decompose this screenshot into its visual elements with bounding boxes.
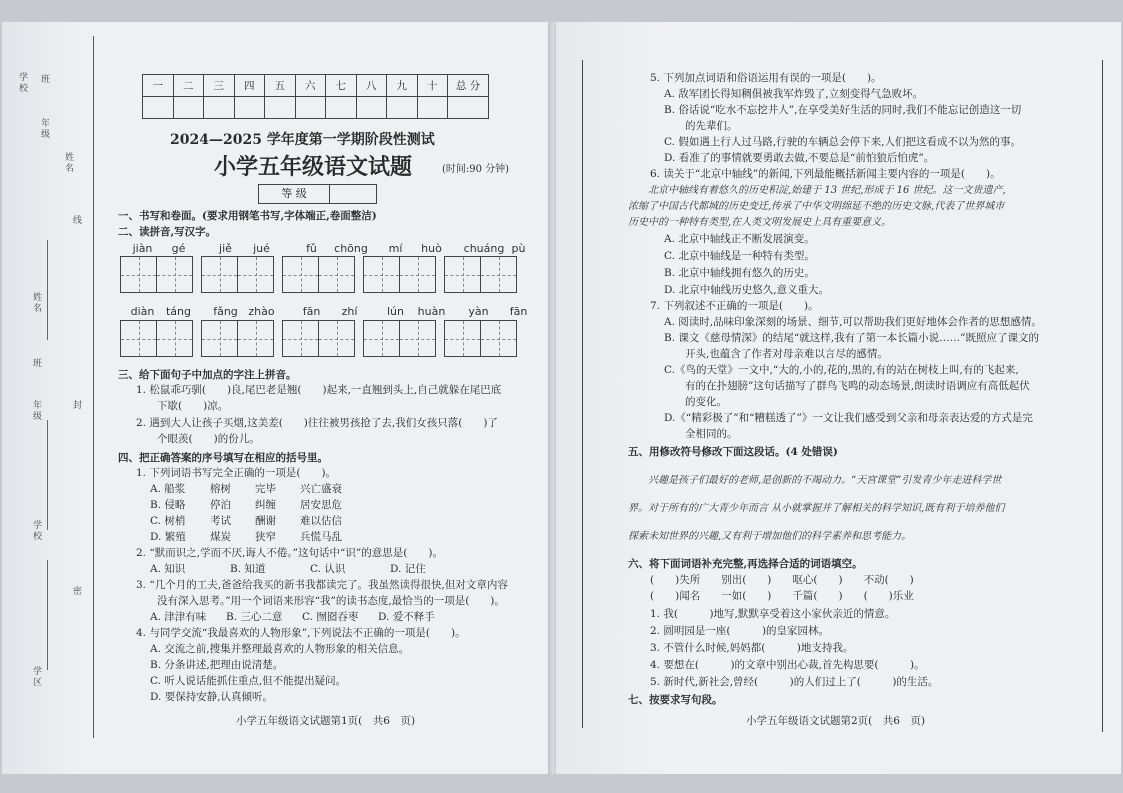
- hanzi-cell[interactable]: [237, 320, 274, 357]
- option: D.《“精彩极了”和“糟糕透了”》一文让我们感受到父亲和母亲表达爱的方式是完: [664, 412, 1033, 424]
- margin-fill-line: [47, 240, 48, 340]
- score-header: 总 分: [448, 75, 489, 97]
- q6-passage-line: 北京中轴线有着悠久的历史积淀,始建于 13 世纪,形成于 16 世纪。这一文贵遗产,: [628, 185, 1006, 196]
- score-cell: [173, 97, 204, 119]
- pinyin-label: gé: [171, 242, 186, 255]
- score-header: 十: [417, 75, 448, 97]
- option: 难以估信: [300, 515, 342, 527]
- hanzi-cell[interactable]: [444, 320, 481, 357]
- section-6-item: 5. 新时代,新社会,曾经( )的人们过上了( )的生活。: [650, 676, 939, 688]
- hanzi-grid-row-1: [121, 256, 526, 293]
- hanzi-cell[interactable]: [363, 256, 400, 293]
- score-header: 八: [356, 75, 387, 97]
- hanzi-cell-pair: [283, 256, 355, 293]
- binding-line: [93, 36, 94, 738]
- hanzi-cell[interactable]: [399, 320, 436, 357]
- section-3-line: 个眼羡( )的份儿。: [136, 433, 260, 445]
- pinyin-label: fǔ: [306, 242, 317, 255]
- hanzi-cell[interactable]: [399, 256, 436, 293]
- option: 考试: [210, 515, 231, 527]
- option: 煤炭: [210, 531, 231, 543]
- option: B. 三心二意: [226, 611, 283, 623]
- margin-label-mi: 密: [71, 586, 81, 597]
- pinyin-label: fǎng: [213, 305, 238, 318]
- option: C. 认识: [310, 563, 346, 575]
- option: 完毕: [255, 483, 276, 495]
- pinyin-label: yàn: [468, 305, 489, 318]
- option: 居安思危: [300, 499, 342, 511]
- pinyin-label: huò: [421, 242, 442, 255]
- option: D. 看准了的事情就要勇敢去做,不要总是“前怕狼后怕虎”。: [664, 152, 935, 164]
- margin-fill-line: [47, 560, 48, 670]
- section-3-line: 2. 遇到大人让孩子买烟,这美差( )往往被男孩抢了去,我们女孩只落( )了: [136, 417, 498, 429]
- hanzi-cell-pair: [202, 256, 274, 293]
- margin-label-xian: 线: [71, 215, 81, 226]
- hanzi-cell[interactable]: [156, 256, 193, 293]
- margin-fill-line: [47, 420, 48, 530]
- question-4-3: 没有深入思考。”用一个词语来形容“我”的读书态度,最恰当的一项是( )。: [136, 595, 505, 607]
- option: B. 分条讲述,把理由说清楚。: [150, 659, 284, 671]
- section-6-words: ( )失所 别出( ) 呕心( ) 不动( ): [650, 574, 914, 586]
- pinyin-label: fān: [302, 305, 321, 318]
- pinyin-label: diàn: [130, 305, 155, 318]
- exam-year-title: 2024—2025 学年度第一学期阶段性测试: [170, 132, 435, 148]
- option: 纠缠: [255, 499, 276, 511]
- section-3-line: 1. 松鼠乖巧驯( )良,尾巴老是翘( )起来,一直翘到头上,自己就躲在尾巴底: [136, 384, 502, 396]
- hanzi-cell[interactable]: [282, 256, 319, 293]
- score-header: 一: [143, 75, 174, 97]
- section-5-passage-line: 兴趣是孩子们最好的老师,是创新的不竭动力。“天宫课堂”引发青少年走进科学世: [628, 475, 1002, 486]
- hanzi-cell-pair: [202, 320, 274, 357]
- hanzi-cell[interactable]: [480, 256, 517, 293]
- margin-label-school-2: 学校: [31, 520, 41, 542]
- hanzi-cell[interactable]: [201, 320, 238, 357]
- page-footer-right: 小学五年级语文试题第2页( 共6 页): [746, 715, 926, 727]
- hanzi-cell[interactable]: [120, 256, 157, 293]
- hanzi-cell-pair: [364, 256, 436, 293]
- score-header: 四: [234, 75, 265, 97]
- section-6-title: 六、将下面词语补充完整,再选择合适的词语填空。: [628, 558, 863, 570]
- margin-label-feng: 封: [71, 400, 81, 411]
- score-header: 三: [204, 75, 235, 97]
- section-2-title: 二、读拼音,写汉字。: [118, 226, 217, 238]
- option: 有的在扑翅膀”这句话描写了群鸟飞鸣的动态场景,朗读时语调应有高低起伏: [664, 380, 1030, 392]
- score-cell: [417, 97, 448, 119]
- option: 停泊: [210, 499, 231, 511]
- option: C. 听人说话能抓住重点,但不能提出疑问。: [150, 675, 347, 687]
- pinyin-label: mí: [388, 242, 403, 255]
- option: 开头,也蕴含了作者对母亲难以言尽的感情。: [664, 348, 888, 360]
- score-header: 五: [265, 75, 296, 97]
- section-5-passage-line: 界。对于所有的广大青少年而言 从小就掌握并了解相关的科学知识,既有利于培养他们: [628, 503, 1005, 514]
- hanzi-cell[interactable]: [120, 320, 157, 357]
- hanzi-cell-pair: [364, 320, 436, 357]
- score-cell: [387, 97, 418, 119]
- option: B. 俗话说“吃水不忘挖井人”,在享受美好生活的同时,我们不能忘记创造这一切: [664, 104, 1022, 116]
- hanzi-cell[interactable]: [318, 320, 355, 357]
- option: 的变化。: [664, 396, 727, 408]
- section-6-item: 4. 要想在( )的文章中别出心裁,首先构思要( )。: [650, 659, 925, 671]
- score-cell: [265, 97, 296, 119]
- pinyin-label: jiě: [219, 242, 232, 255]
- section-3-title: 三、给下面句子中加点的字注上拼音。: [118, 369, 297, 381]
- option: 榕树: [210, 483, 231, 495]
- score-cell: [326, 97, 357, 119]
- pinyin-label: chuáng: [463, 242, 505, 255]
- hanzi-cell[interactable]: [201, 256, 238, 293]
- pinyin-label: zhào: [248, 305, 275, 318]
- grade-box: [258, 184, 377, 204]
- question-4-3: 3. “几个月的工夫,爸爸给我买的新书我都读完了。我虽然读得很快,但对文章内容: [136, 579, 508, 591]
- q6-passage-line: 浓缩了中国古代都城的历史变迁,传承了中华文明绵延不绝的历史文脉,代表了世界城市: [628, 201, 1005, 212]
- section-6-words: ( )闻名 一如( ) 千篇( ) ( )乐业: [650, 590, 914, 602]
- option: B. 知道: [230, 563, 266, 575]
- option: 酬谢: [255, 515, 276, 527]
- page-footer-left: 小学五年级语文试题第1页( 共6 页): [236, 715, 416, 727]
- question-6: 6. 读关于“北京中轴线”的新闻,下列最能概括新闻主要内容的一项是( )。: [650, 168, 1001, 180]
- option: A. 知识: [150, 563, 186, 575]
- hanzi-cell-pair: [121, 320, 193, 357]
- score-table: [142, 74, 489, 119]
- option: 兵慌马乱: [300, 531, 342, 543]
- option: D. 记住: [390, 563, 426, 575]
- option: A. 北京中轴线正不断发展演变。: [664, 233, 815, 245]
- option: B. 课文《慈母情深》的结尾“就这样,我有了第一本长篇小说……”既照应了课文的: [664, 332, 1039, 344]
- pinyin-label: fān: [509, 305, 528, 318]
- grade-label: 等 级: [259, 185, 330, 203]
- option: 兴亡盛衰: [300, 483, 342, 495]
- margin-label-name: 姓名: [63, 152, 73, 174]
- hanzi-cell-pair: [445, 256, 517, 293]
- pinyin-label: zhí: [341, 305, 358, 318]
- section-6-item: 3. 不管什么时候,妈妈都( )地支持我。: [650, 642, 854, 654]
- option: D. 北京中轴线历史悠久,意义重大。: [664, 284, 830, 296]
- page-rule-left: [582, 60, 583, 728]
- question-4-1: 1. 下列词语书写完全正确的一项是( )。: [136, 467, 337, 479]
- score-header: 七: [326, 75, 357, 97]
- margin-label-district: 学区: [31, 666, 41, 688]
- option: 狭窄: [255, 531, 276, 543]
- hanzi-grid-row-2: [121, 320, 526, 357]
- hanzi-cell[interactable]: [156, 320, 193, 357]
- option: A. 津津有味: [150, 611, 207, 623]
- q6-passage-line: 历史中的一种特有类型,在人类文明发展史上具有重要意义。: [628, 217, 892, 228]
- hanzi-cell-pair: [121, 256, 193, 293]
- option: D. 要保持安静,认真倾听。: [150, 691, 274, 703]
- section-5-title: 五、用修改符号修改下面这段话。(4 处错误): [628, 446, 838, 458]
- option: C. 囫囵吞枣: [302, 611, 359, 623]
- hanzi-cell[interactable]: [318, 256, 355, 293]
- section-7-title: 七、按要求写句段。: [628, 694, 723, 706]
- section-4-title: 四、把正确答案的序号填写在相应的括号里。: [118, 452, 328, 464]
- hanzi-cell[interactable]: [444, 256, 481, 293]
- option: A. 阅读时,品味印象深刻的场景、细节,可以帮助我们更好地体会作者的思想感情。: [664, 316, 1042, 328]
- section-6-item: 2. 圆明园是一座( )的皇家园林。: [650, 625, 830, 637]
- pinyin-label: jué: [253, 242, 270, 255]
- exam-main-title: 小学五年级语文试题: [214, 154, 413, 180]
- question-5: 5. 下列加点词语和俗语运用有误的一项是( )。: [650, 72, 882, 84]
- option: 全相同的。: [664, 428, 738, 440]
- section-1-title: 一、书写和卷面。(要求用钢笔书写,字体端正,卷面整洁): [118, 210, 377, 222]
- pinyin-label: pù: [511, 242, 526, 255]
- hanzi-cell[interactable]: [237, 256, 274, 293]
- option: C.《鸟的天堂》一文中,“大的,小的,花的,黑的,有的站在树枝上叫,有的飞起来,: [664, 364, 1019, 376]
- pinyin-label: huàn: [417, 305, 446, 318]
- section-6-item: 1. 我( )地写,默默享受着这小家伙亲近的情意。: [650, 608, 896, 620]
- hanzi-cell-pair: [283, 320, 355, 357]
- option: A. 交流之前,搜集并整理最喜欢的人物形象的相关信息。: [150, 643, 410, 655]
- score-cell: [234, 97, 265, 119]
- option: C. 树梢: [150, 515, 186, 527]
- section-3-line: 下歇( )凉。: [136, 400, 229, 412]
- margin-label-name-2: 姓名: [31, 292, 41, 314]
- score-cell: [356, 97, 387, 119]
- page-rule-right: [1102, 60, 1103, 732]
- score-cell: [448, 97, 489, 119]
- grade-fill: [330, 185, 376, 203]
- option: B. 北京中轴线拥有悠久的历史。: [664, 267, 815, 279]
- pinyin-label: lún: [387, 305, 404, 318]
- score-cell: [295, 97, 326, 119]
- pinyin-label: chōng: [334, 242, 368, 255]
- margin-label-class: 班: [39, 74, 49, 85]
- question-4-2: 2. “默而识之,学而不厌,诲人不倦。”这句话中“识”的意思是( )。: [136, 547, 443, 559]
- margin-label-class-2: 班: [31, 358, 41, 369]
- section-5-passage-line: 探索未知世界的兴趣,又有利于增加他们的科学素养和思考能力。: [628, 531, 912, 542]
- option: B. 侵略: [150, 499, 186, 511]
- question-4-4: 4. 与同学交流“我最喜欢的人物形象”,下列说法不正确的一项是( )。: [136, 627, 466, 639]
- option: C. 假如遇上行人过马路,行驶的车辆总会停下来,人们把这看成不以为然的事。: [664, 136, 1022, 148]
- score-header: 六: [295, 75, 326, 97]
- pinyin-label: jiàn: [132, 242, 153, 255]
- score-header: 九: [387, 75, 418, 97]
- option: D. 爱不释手: [378, 611, 435, 623]
- margin-label-school: 学校: [17, 72, 27, 94]
- option: A. 敌军团长得知稠俱被我军炸毁了,立刻变得气急败坏。: [664, 88, 924, 100]
- margin-label-grade: 年级: [39, 118, 49, 140]
- hanzi-cell-pair: [445, 320, 517, 357]
- exam-time-note: (时间:90 分钟): [442, 164, 510, 175]
- pinyin-label: táng: [165, 305, 191, 318]
- margin-label-grade-2: 年级: [31, 400, 41, 422]
- option: C. 北京中轴线是一种特有类型。: [664, 250, 815, 262]
- option: 的先辈们。: [664, 120, 738, 132]
- hanzi-cell[interactable]: [480, 320, 517, 357]
- option: A. 船浆: [150, 483, 186, 495]
- score-cell: [204, 97, 235, 119]
- hanzi-cell[interactable]: [363, 320, 400, 357]
- score-header: 二: [173, 75, 204, 97]
- question-7: 7. 下列叙述不正确的一项是( )。: [650, 300, 819, 312]
- hanzi-cell[interactable]: [282, 320, 319, 357]
- score-cell: [143, 97, 174, 119]
- option: D. 繁殖: [150, 531, 186, 543]
